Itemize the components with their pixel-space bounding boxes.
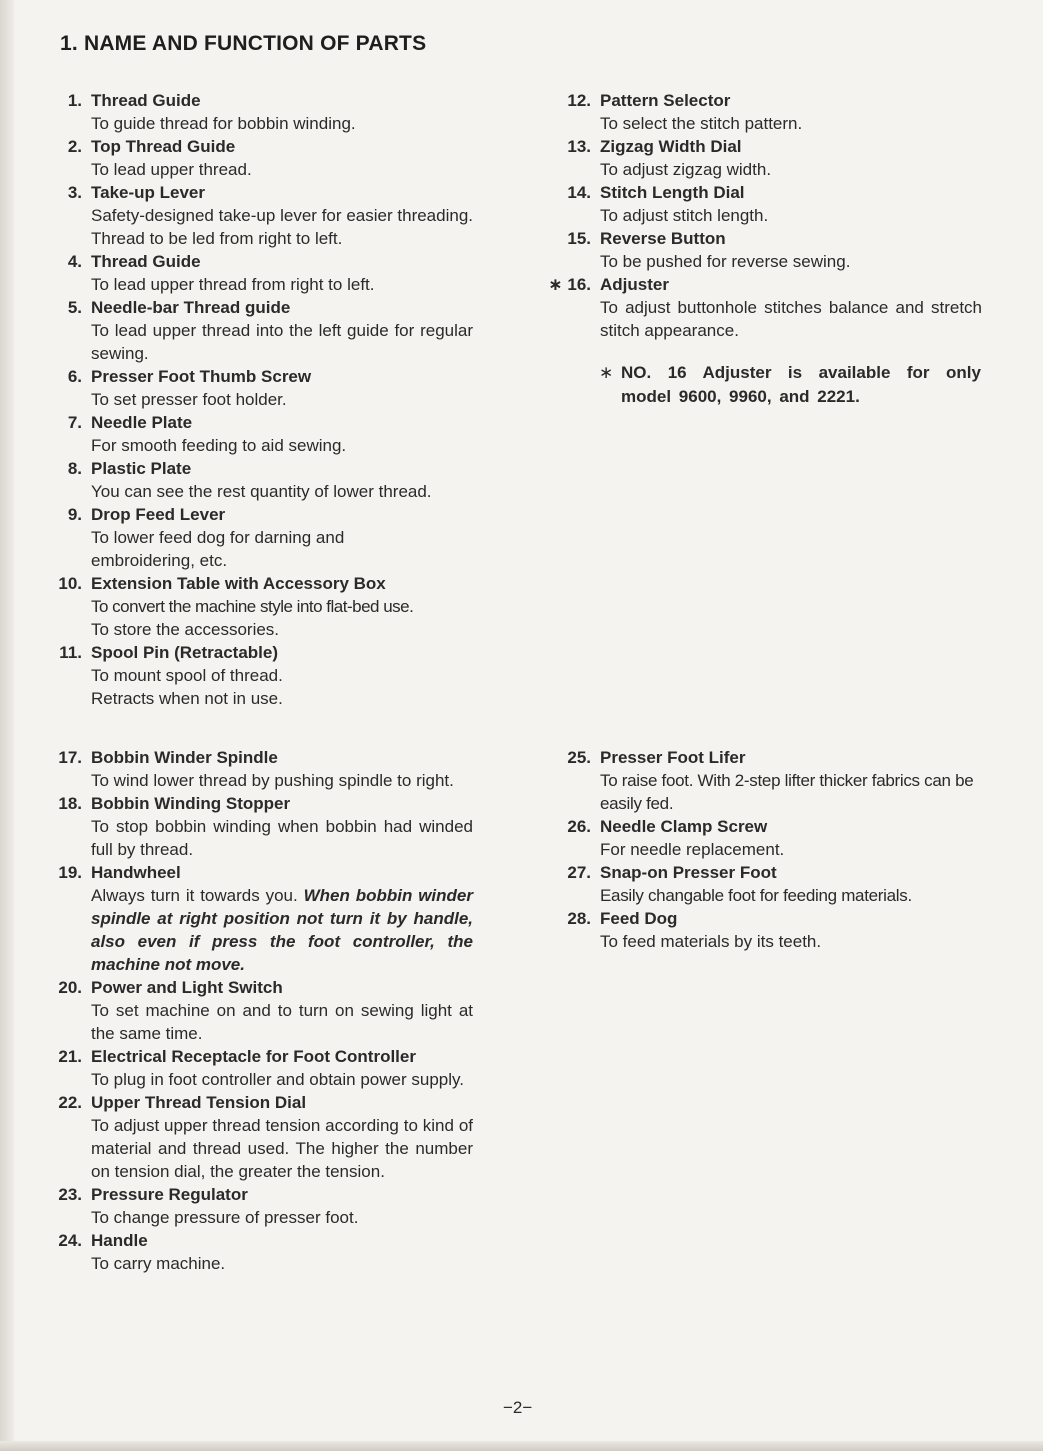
item-description: For smooth feeding to aid sewing.	[91, 436, 347, 455]
list-item	[567, 861, 985, 907]
item-name: Electrical Receptacle for Foot Controller	[91, 1047, 416, 1066]
item-number: 9.	[67, 505, 82, 524]
item-description: To adjust buttonhole stitches balance and stretch stitch appearance.	[600, 298, 982, 340]
availability-note	[599, 361, 982, 409]
list-item	[58, 1045, 473, 1091]
list-item	[58, 1091, 473, 1183]
list-item	[58, 1229, 473, 1275]
item-name: Drop Feed Lever	[91, 505, 226, 524]
item-name: Snap-on Presser Foot	[600, 863, 777, 882]
item-description: To feed materials by its teeth.	[600, 932, 822, 951]
item-name: Power and Light Switch	[91, 978, 283, 997]
list-item	[58, 641, 473, 710]
item-name: Plastic Plate	[91, 459, 192, 478]
item-name: Upper Thread Tension Dial	[91, 1093, 307, 1112]
list-item	[567, 181, 982, 227]
item-name: Top Thread Guide	[91, 137, 236, 156]
asterisk-icon: ∗	[599, 363, 614, 382]
item-name: Stitch Length Dial	[600, 183, 745, 202]
item-number: 21.	[58, 1047, 82, 1066]
item-number: 3.	[67, 183, 82, 202]
parts-list-left-top	[58, 89, 473, 710]
list-item	[58, 89, 473, 135]
list-item	[58, 861, 473, 976]
list-item	[58, 976, 473, 1045]
item-name: Thread Guide	[91, 91, 201, 110]
list-item	[58, 1183, 473, 1229]
item-number: 10.	[58, 574, 82, 593]
item-description: To plug in foot controller and obtain power supply.	[91, 1070, 464, 1089]
item-description: To set presser foot holder.	[91, 390, 287, 409]
item-number: 24.	[58, 1231, 82, 1250]
item-number: 7.	[67, 413, 82, 432]
item-description: To adjust zigzag width.	[600, 160, 772, 179]
item-description: Safety-designed take-up lever for easier threading. Thread to be led from right to left.	[91, 206, 473, 248]
item-name: Needle Clamp Screw	[600, 817, 768, 836]
item-number: 26.	[567, 817, 591, 836]
list-item	[567, 89, 982, 135]
item-description: To lead upper thread.	[91, 160, 252, 179]
item-name: Extension Table with Accessory Box	[91, 574, 386, 593]
item-number: 5.	[67, 298, 82, 317]
list-item	[58, 181, 473, 250]
page-left-edge	[0, 0, 14, 1451]
page-title: 1. NAME AND FUNCTION OF PARTS	[60, 32, 427, 55]
parts-list-left-bottom	[58, 746, 473, 1275]
list-item	[567, 746, 985, 815]
item-number: 18.	[58, 794, 82, 813]
item-number: 17.	[58, 748, 82, 767]
item-description-wrap	[91, 884, 473, 976]
item-number: 20.	[58, 978, 82, 997]
item-description: To guide thread for bobbin winding.	[91, 114, 356, 133]
item-name: Feed Dog	[600, 909, 678, 928]
item-name: Pressure Regulator	[91, 1185, 248, 1204]
item-description: To convert the machine style into flat-bed use.	[91, 597, 414, 616]
item-number: 8.	[67, 459, 82, 478]
item-name: Handle	[91, 1231, 148, 1250]
parts-list-right-top	[548, 89, 982, 409]
item-description: Easily changable foot for feeding materials.	[600, 886, 912, 905]
list-item	[567, 227, 982, 273]
item-name: Adjuster	[600, 275, 669, 294]
item-number: 13.	[567, 137, 591, 156]
item-description: To adjust stitch length.	[600, 206, 769, 225]
list-item	[58, 135, 473, 181]
item-description: To mount spool of thread.	[91, 666, 283, 685]
note-text: NO. 16 Adjuster is available for only model 9600, 9960, and 2221.	[621, 363, 981, 406]
item-name: Bobbin Winder Spindle	[91, 748, 278, 767]
item-description: To select the stitch pattern.	[600, 114, 803, 133]
item-number: 2.	[67, 137, 82, 156]
item-number: 6.	[67, 367, 82, 386]
item-name: Presser Foot Lifer	[600, 748, 746, 767]
item-number: ∗ 16.	[548, 275, 591, 294]
item-number: 1.	[67, 91, 82, 110]
item-number: 28.	[567, 909, 591, 928]
item-number: 11.	[59, 643, 82, 662]
item-number: 23.	[58, 1185, 82, 1204]
item-number: 14.	[567, 183, 591, 202]
item-number: 12.	[567, 91, 591, 110]
item-description: For needle replacement.	[600, 840, 785, 859]
item-number: 15.	[567, 229, 591, 248]
item-description: To adjust upper thread tension according to kind of material and thread used. The higher the number on tension dial, the greater the tension.	[91, 1116, 473, 1181]
item-warning: When bobbin winder spindle at right position not turn it by handle, also even if press the foot controller, the machine not move.	[91, 886, 473, 974]
item-description-extra: To store the accessories.	[91, 620, 280, 639]
item-name: Spool Pin (Retractable)	[91, 643, 279, 662]
item-name: Reverse Button	[600, 229, 726, 248]
item-name: Take-up Lever	[91, 183, 206, 202]
item-description: To lead upper thread from right to left.	[91, 275, 375, 294]
item-description-extra: Retracts when not in use.	[91, 689, 283, 708]
item-description: To raise foot. With 2-step lifter thicker fabrics can be easily fed.	[600, 771, 974, 813]
item-number: 4.	[67, 252, 82, 271]
item-name: Zigzag Width Dial	[600, 137, 742, 156]
item-number: 22.	[58, 1093, 82, 1112]
item-number: 25.	[567, 748, 591, 767]
item-description: To be pushed for reverse sewing.	[600, 252, 851, 271]
item-name: Handwheel	[91, 863, 181, 882]
list-item	[58, 503, 473, 572]
item-description: To carry machine.	[91, 1254, 226, 1273]
list-item	[567, 135, 982, 181]
list-item	[567, 815, 985, 861]
list-item	[58, 365, 473, 411]
page-bottom-edge	[0, 1441, 1043, 1451]
list-item	[58, 746, 473, 792]
parts-list-right-bottom	[567, 746, 985, 953]
item-description: To change pressure of presser foot.	[91, 1208, 359, 1227]
item-description: Always turn it towards you.	[91, 886, 298, 905]
list-item	[58, 792, 473, 861]
page-number: −2−	[503, 1398, 533, 1417]
list-item	[548, 273, 982, 342]
list-item	[567, 907, 985, 953]
item-description: To wind lower thread by pushing spindle to right.	[91, 771, 454, 790]
item-description: To lead upper thread into the left guide for regular sewing.	[91, 321, 473, 363]
item-description: To set machine on and to turn on sewing light at the same time.	[91, 1001, 473, 1043]
item-number: 19.	[58, 863, 82, 882]
item-number: 27.	[567, 863, 591, 882]
list-item	[58, 411, 473, 457]
item-name: Bobbin Winding Stopper	[91, 794, 291, 813]
list-item	[58, 457, 473, 503]
list-item	[58, 296, 473, 365]
item-name: Needle-bar Thread guide	[91, 298, 291, 317]
item-name: Presser Foot Thumb Screw	[91, 367, 312, 386]
item-description: To lower feed dog for darning and embroidering, etc.	[91, 528, 345, 570]
item-description: To stop bobbin winding when bobbin had winded full by thread.	[91, 817, 473, 859]
item-name: Pattern Selector	[600, 91, 731, 110]
item-name: Thread Guide	[91, 252, 201, 271]
item-name: Needle Plate	[91, 413, 193, 432]
list-item	[58, 250, 473, 296]
list-item	[58, 572, 473, 641]
item-description: You can see the rest quantity of lower thread.	[91, 482, 432, 501]
